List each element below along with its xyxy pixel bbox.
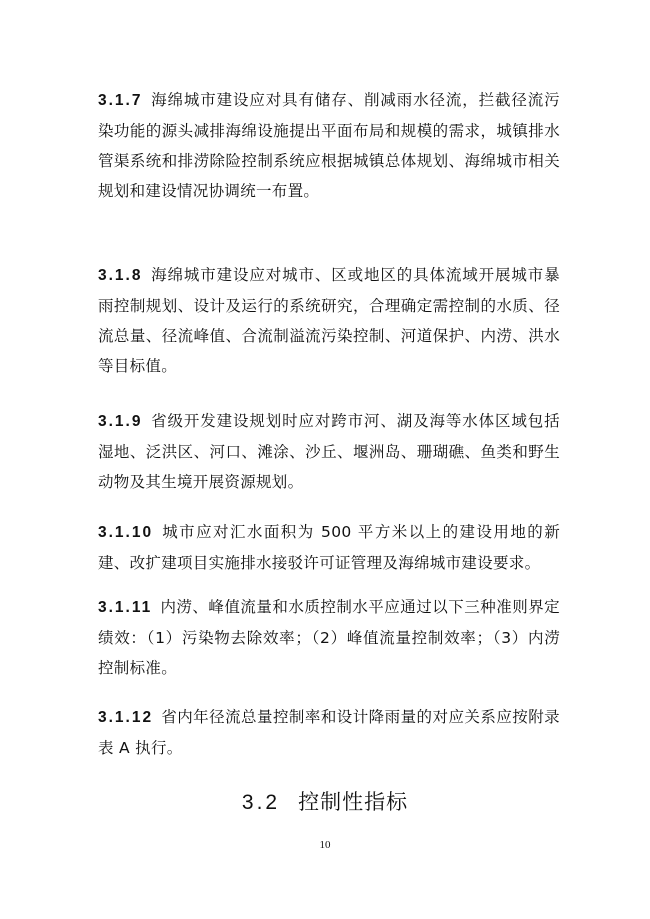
clause-number: 3.1.11 — [98, 599, 153, 616]
section-title: 控制性指标 — [298, 790, 409, 814]
clause-number: 3.1.7 — [98, 92, 143, 109]
clause-text: 海绵城市建设应对具有储存、削减雨水径流，拦截径流污染功能的源头减排海绵设施提出平面布局和规模的需求，城镇排水管渠系统和排涝除险控制系统应根据城镇总体规划、海绵城市相关规划和建设情况协调统一布置。 — [98, 91, 560, 200]
clause-text: 省级开发建设规划时应对跨市河、湖及海等水体区域包括湿地、泛洪区、河口、滩涂、沙丘、堰洲岛、珊瑚礁、鱼类和野生动物及其生境开展资源规划。 — [98, 412, 560, 491]
clause-number: 3.1.9 — [98, 413, 143, 430]
page-number: 10 — [319, 839, 331, 851]
clause-text: 省内年径流总量控制率和设计降雨量的对应关系应按附录表 A 执行。 — [98, 708, 560, 757]
clause-text: 内涝、峰值流量和水质控制水平应通过以下三种准则界定绩效：（1）污染物去除效率；（2）峰值流量控制效率；（3）内涝控制标准。 — [98, 598, 560, 677]
clause-text: 城市应对汇水面积为 500 平方米以上的建设用地的新建、改扩建项目实施排水接驳许可证管理及海绵城市建设要求。 — [98, 523, 560, 572]
clause-3-1-11 — [98, 592, 560, 683]
clause-3-1-8 — [98, 260, 560, 381]
clause-3-1-7 — [98, 85, 560, 206]
clause-number: 3.1.10 — [98, 524, 154, 541]
section-heading — [0, 787, 650, 818]
clause-3-1-10 — [98, 517, 560, 578]
section-number: 3.2 — [241, 791, 281, 814]
clause-3-1-9 — [98, 406, 560, 497]
clause-number: 3.1.12 — [98, 709, 154, 726]
clause-text: 海绵城市建设应对城市、区或地区的具体流域开展城市暴雨控制规划、设计及运行的系统研究，合理确定需控制的水质、径流总量、径流峰值、合流制溢流污染控制、河道保护、内涝、洪水等目标值。 — [98, 266, 560, 375]
clause-3-1-12 — [98, 702, 560, 763]
clause-number: 3.1.8 — [98, 267, 143, 284]
